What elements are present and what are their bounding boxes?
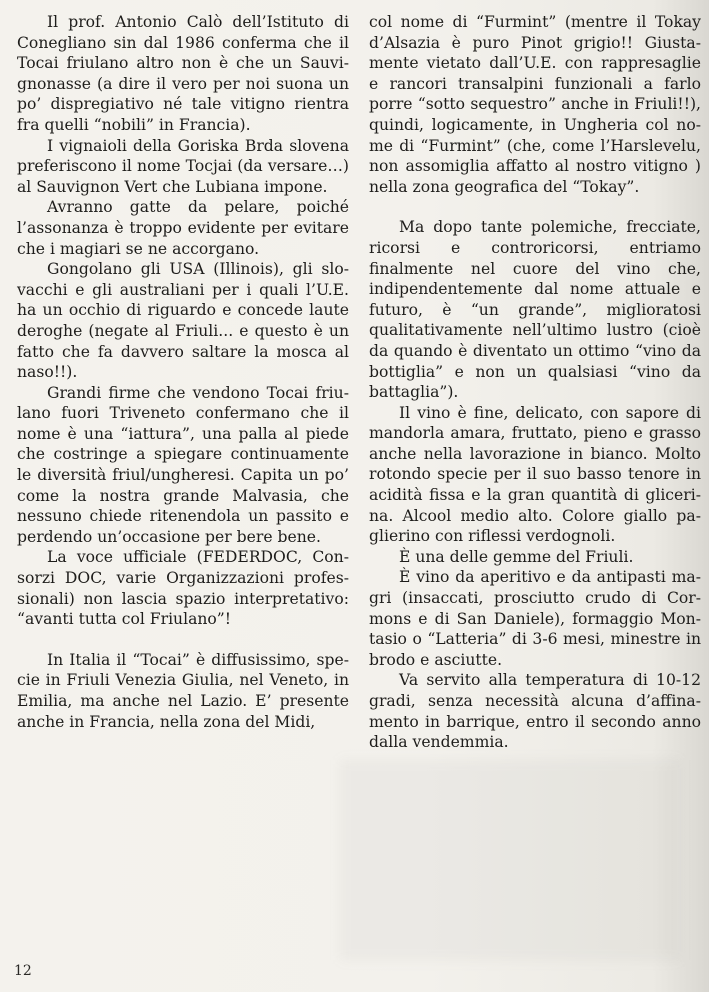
paragraph: Il prof. Antonio Calò dell’Istituto di Conegliano sin dal 1986 conferma che il Tocai friulano altro non è che un Sauvignonasse (a dire il vero per noi suona un po’ dispregiativo né tale vitigno rientra fra quelli “nobili” in Francia).	[17, 13, 349, 134]
paragraph: I vignaioli della Goriska Brda slovena preferiscono il nome Tocjai (da versare…) al Sauvignon Vert che Lubiana impone.	[17, 136, 349, 196]
paragraph: Avranno gatte da pelare, poiché l’assonanza è troppo evidente per evitare che i magiari se ne accorgano.	[17, 198, 349, 258]
paragraph: col nome di “Furmint” (mentre il Tokay d’Alsazia è puro Pinot grigio!! Giustamente vietato dall’U.E. con rappresaglie e rancori transalpini funzionali a farlo porre “sotto sequestro” anche in Friuli!!), quindi, logicamente, in Ungheria col nome di “Furmint” (che, come l’Harslevelu, non assomiglia affatto al nostro vitigno ) nella zona geografica del “Tokay”.	[369, 13, 701, 196]
paragraph: Gongolano gli USA (Illinois), gli slovacchi e gli australiani per i quali l’U.E. ha un occhio di riguardo e concede laute deroghe (negate al Friuli... e questo è un fatto che fa davvero saltare la mosca al naso!!).	[17, 260, 349, 382]
paragraph: Ma dopo tante polemiche, frecciate, ricorsi e controricorsi, entriamo finalmente nel cuore del vino che, indipendentemente dal nome attuale e futuro, è “un grande”, miglioratosi qualitativamente nell’ultimo lustro (cioè da quando è diventato un ottimo “vino da bottiglia” e non un qualsiasi “vino da battaglia”).	[369, 218, 701, 402]
paragraph: Il vino è fine, delicato, con sapore di mandorla amara, fruttato, pieno e grasso anche nella lavorazione in bianco. Molto rotondo specie per il suo basso tenore in acidità fissa e la gran quantità di glicerina. Alcool medio alto. Colore giallo paglierino con riflessi verdognoli.	[369, 403, 701, 546]
paragraph: È vino da aperitivo e da antipasti magri (insaccati, prosciutto crudo di Cormons e di San Daniele), formaggio Montasio o “Latteria” di 3-6 mesi, minestre in brodo e asciutte.	[369, 568, 701, 669]
paragraph: Grandi firme che vendono Tocai friulano fuori Triveneto confermano che il nome è una “iattura”, una palla al piede che costringe a spiegare continuamente le diversità friul/ungheresi. Capita un po’ come la nostra grande Malvasia, che nessuno chiede ritenendola un passito e perdendo un’occasione per bere bene.	[17, 383, 349, 546]
right-column	[369, 12, 701, 753]
paragraph: In Italia il “Tocai” è diffusissimo, specie in Friuli Venezia Giulia, nel Veneto, in Emilia, ma anche nel Lazio. E’ presente anche in Francia, nella zona del Midi,	[17, 650, 349, 731]
paragraph: Va servito alla temperatura di 10-12 gradi, senza necessità alcuna d’affinamento in barrique, entro il secondo anno dalla vendemmia.	[369, 671, 701, 752]
paragraph: La voce ufficiale (FEDERDOC, Consorzi DOC, varie Organizzazioni professionali) non lascia spazio interpretativo: “avanti tutta col Friulano”!	[17, 548, 349, 629]
page-number: 12	[14, 963, 32, 979]
show-through-shadow	[340, 760, 680, 960]
left-column	[17, 12, 349, 732]
paragraph: È una delle gemme del Friuli.	[399, 547, 634, 566]
